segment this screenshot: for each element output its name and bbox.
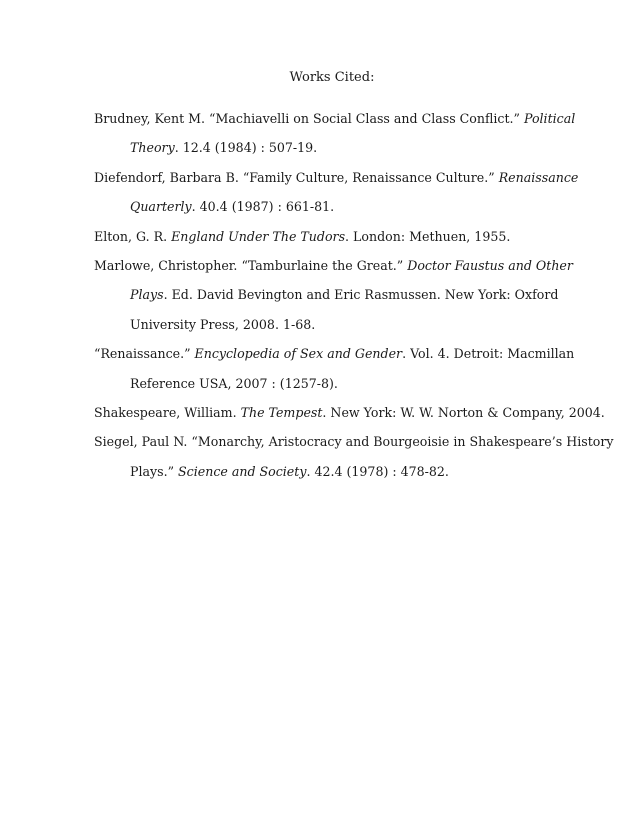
citation-line (130, 133, 542, 162)
citation-italic-text: Political (523, 111, 576, 126)
citation-line (130, 369, 542, 398)
citation-entry (94, 339, 575, 398)
citation-text: Shakespeare, William. (94, 405, 241, 421)
citation-text: Siegel, Paul N. “Monarchy, Aristocracy and Bourgeoisie in Shakespeare’s History (94, 434, 614, 450)
citation-text: Brudney, Kent M. “Machiavelli on Social Class and Class Conflict.” (94, 111, 524, 126)
citation-italic-text: Theory (130, 140, 175, 156)
citation-entry (94, 163, 579, 222)
citation-line (94, 104, 576, 133)
citation-text: University Press, 2008. 1-68. (130, 316, 316, 332)
citation-line (94, 398, 605, 427)
citation-entry (94, 398, 605, 427)
citation-italic-text: Science and Society (178, 463, 307, 479)
citation-text: . New York: W. W. Norton & Company, 2004. (322, 405, 605, 421)
citation-italic-text: Encyclopedia of Sex and Gender (194, 346, 403, 362)
citation-text: . London: Methuen, 1955. (345, 228, 511, 244)
works-cited-list (94, 104, 614, 486)
citation-entry (94, 251, 573, 339)
citation-text: . 42.4 (1978) : 478-82. (306, 463, 449, 479)
citation-text: Plays.” (130, 463, 179, 479)
citation-text: . 40.4 (1987) : 661-81. (191, 199, 335, 215)
citation-line (130, 457, 542, 486)
citation-line (130, 192, 542, 221)
citation-entry (94, 222, 542, 251)
citation-line (130, 280, 559, 309)
citation-line (94, 222, 542, 251)
citation-text: . Ed. David Bevington and Eric Rasmussen. New York: Oxford (163, 287, 559, 303)
citation-text: Reference USA, 2007 : (1257-8). (130, 375, 338, 391)
citation-italic-text: Doctor Faustus and Other (407, 258, 573, 274)
citation-line (94, 339, 575, 368)
citation-italic-text: England Under The Tudors (171, 228, 346, 244)
citation-text: Elton, G. R. (94, 228, 172, 244)
citation-text: . Vol. 4. Detroit: Macmillan (402, 346, 575, 362)
citation-text: Diefendorf, Barbara B. “Family Culture, Renaissance Culture.” (94, 169, 499, 185)
citation-line (94, 427, 614, 456)
citation-line (130, 310, 542, 339)
citation-italic-text: Renaissance (498, 169, 579, 185)
page-title: Works Cited: (289, 70, 375, 85)
citation-italic-text: The Tempest (240, 405, 323, 421)
citation-text: “Renaissance.” (94, 346, 195, 362)
citation-italic-text: Quarterly (130, 199, 192, 215)
citation-entry (94, 427, 614, 486)
citation-entry (94, 104, 576, 163)
citation-text: Marlowe, Christopher. “Tamburlaine the Great.” (94, 258, 408, 274)
citation-text: . 12.4 (1984) : 507-19. (174, 140, 318, 156)
citation-line (94, 251, 573, 280)
citation-line (94, 163, 579, 192)
citation-italic-text: Plays (130, 287, 164, 303)
